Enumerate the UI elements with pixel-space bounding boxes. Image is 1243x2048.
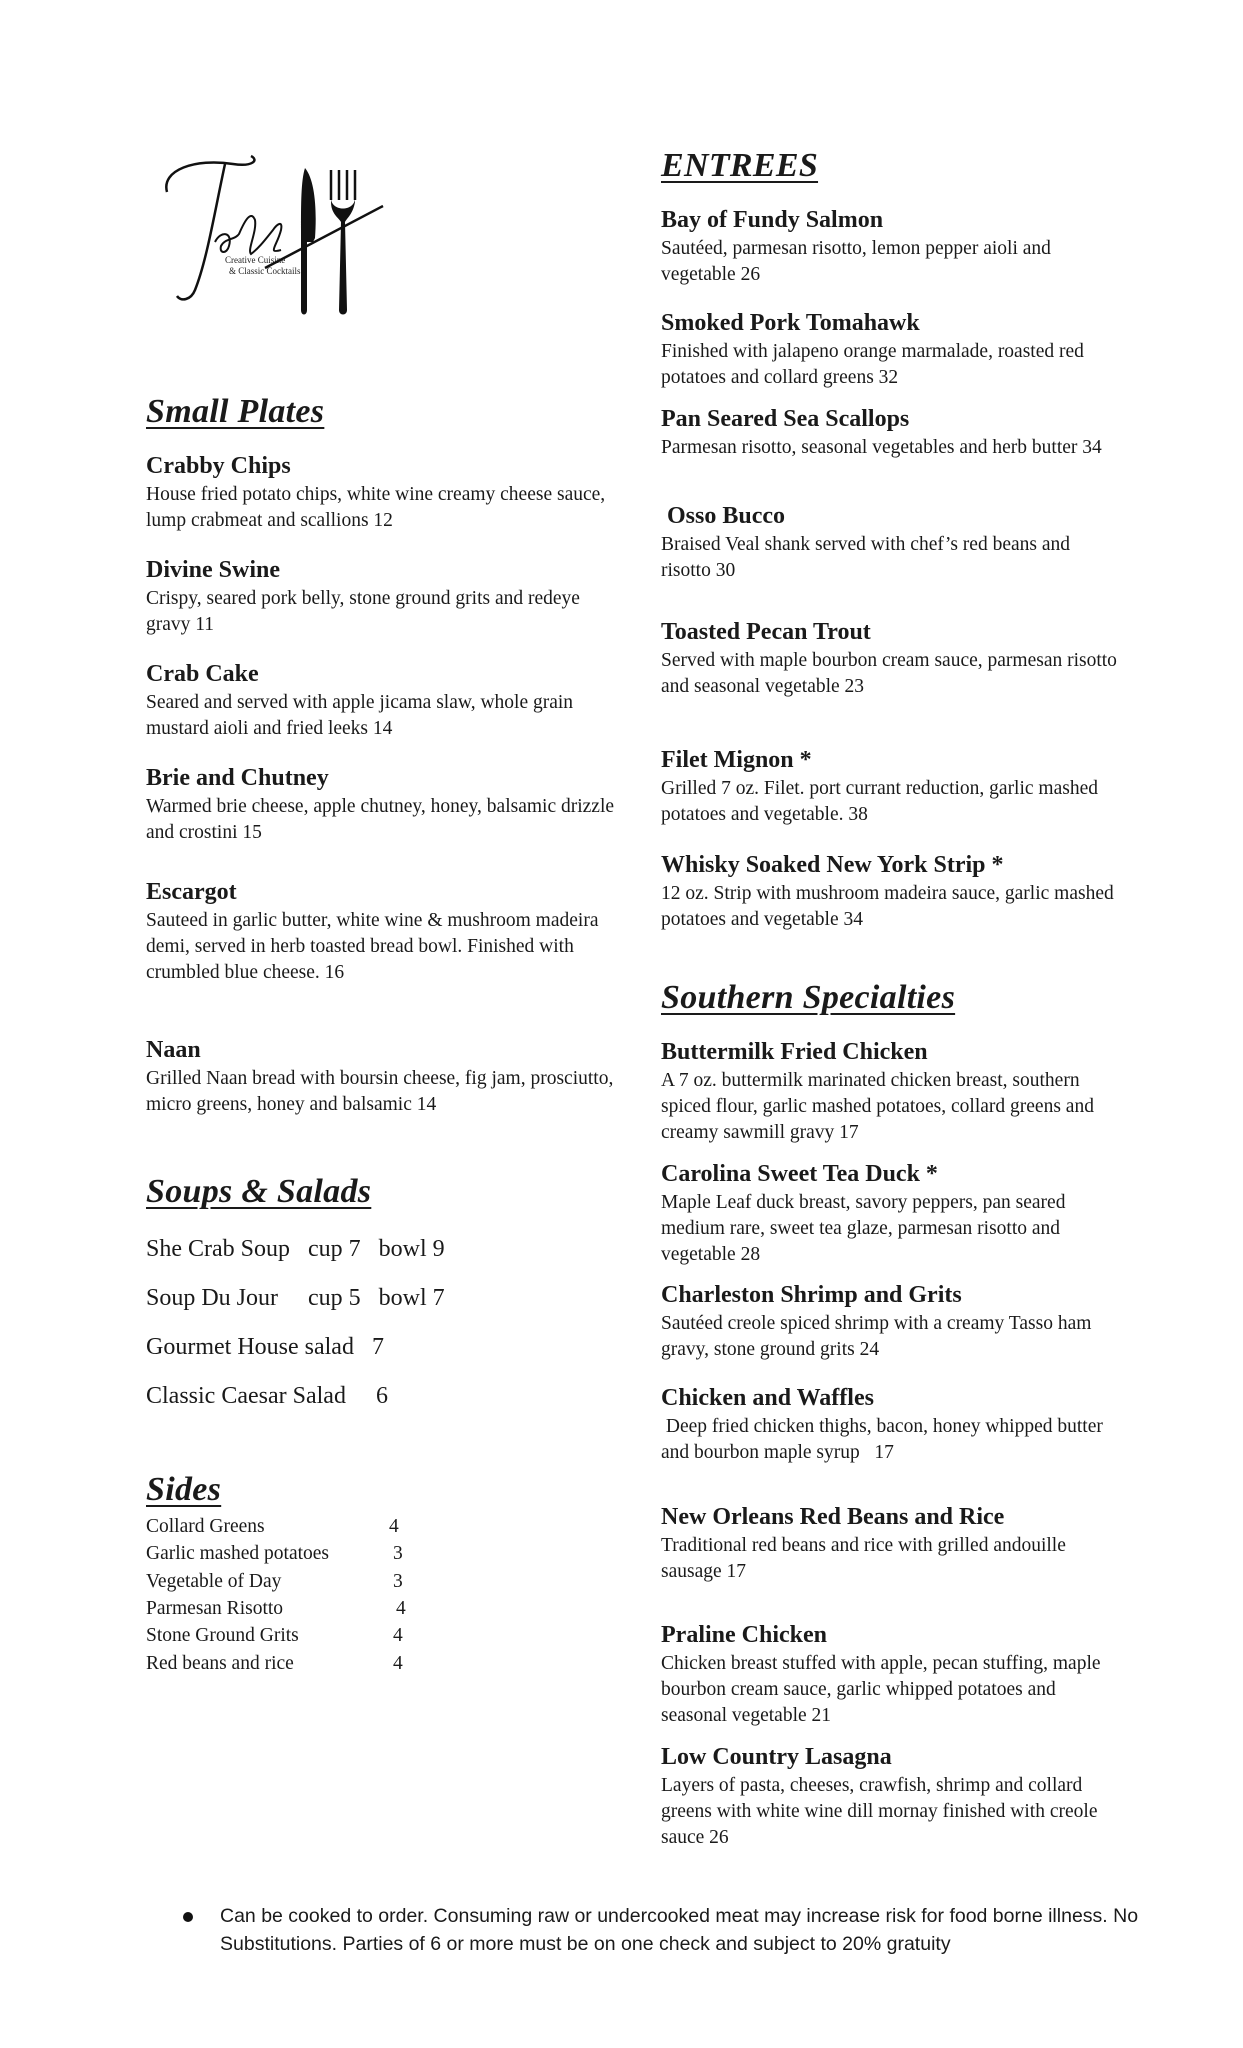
item-description: Seared and served with apple jicama slaw, whole grain mustard aioli and fried leeks 14 xyxy=(146,692,574,739)
southern-item xyxy=(661,1384,1121,1466)
item-name: Chicken and Waffles xyxy=(661,1385,874,1411)
item-description: Grilled 7 oz. Filet. port currant reduction, garlic mashed potatoes and vegetable. 38 xyxy=(661,778,1098,825)
item-name: Praline Chicken xyxy=(661,1622,827,1648)
item-description: Deep fried chicken thighs, bacon, honey whipped butter and bourbon maple syrup 17 xyxy=(661,1416,1108,1463)
footnote-bullet xyxy=(183,1912,193,1922)
footnote: Can be cooked to order. Consuming raw or undercooked meat may increase risk for food borne illness. No Substitutions. Parties of 6 or more must be on one check and subject to 20% gratuity xyxy=(220,1905,1139,1955)
entree-item xyxy=(661,309,1121,391)
item-name: Crab Cake xyxy=(146,661,259,687)
item-name: Divine Swine xyxy=(146,557,281,583)
item-name: Naan xyxy=(146,1037,201,1063)
entrees-title: ENTREES xyxy=(661,147,819,184)
item-description: Parmesan risotto, seasonal vegetables and herb butter 34 xyxy=(661,437,1102,458)
southern-item xyxy=(661,1281,1121,1363)
side-item xyxy=(146,1540,406,1567)
entree-item xyxy=(661,206,1121,288)
entree-item xyxy=(661,746,1121,828)
side-item xyxy=(146,1568,406,1595)
side-item xyxy=(146,1650,406,1677)
soup-salad-item: She Crab Soup cup 7 bowl 9 xyxy=(146,1236,445,1262)
item-description: Warmed brie cheese, apple chutney, honey, balsamic drizzle and crostini 15 xyxy=(146,796,615,843)
item-description: 12 oz. Strip with mushroom madeira sauce, garlic mashed potatoes and vegetable 34 xyxy=(661,883,1114,930)
side-item xyxy=(146,1595,406,1622)
item-description: Grilled Naan bread with boursin cheese, fig jam, prosciutto, micro greens, honey and balsamic 14 xyxy=(146,1068,614,1115)
entree-item xyxy=(661,618,1121,700)
small-plate-item xyxy=(146,1036,616,1118)
side-price: 4 xyxy=(396,1598,406,1619)
side-price: 4 xyxy=(393,1625,403,1646)
item-name: Brie and Chutney xyxy=(146,765,329,791)
restaurant-logo xyxy=(155,150,395,330)
item-description: Maple Leaf duck breast, savory peppers, pan seared medium rare, sweet tea glaze, parmesan risotto and vegetable 28 xyxy=(661,1192,1066,1265)
item-name: Charleston Shrimp and Grits xyxy=(661,1282,962,1308)
item-description: Crispy, seared pork belly, stone ground grits and redeye gravy 11 xyxy=(146,588,580,635)
small-plate-item xyxy=(146,660,616,742)
southern-item xyxy=(661,1503,1121,1585)
small-plates-title: Small Plates xyxy=(146,393,325,430)
southern-item xyxy=(661,1743,1121,1851)
side-price: 4 xyxy=(393,1653,403,1674)
southern-item xyxy=(661,1160,1121,1268)
item-description: Sautéed creole spiced shrimp with a creamy Tasso ham gravy, stone ground grits 24 xyxy=(661,1313,1092,1360)
logo-tagline: Creative Cuisine xyxy=(225,255,286,265)
item-name: Toasted Pecan Trout xyxy=(661,619,871,645)
side-name: Garlic mashed potatoes xyxy=(146,1543,330,1564)
side-name: Stone Ground Grits xyxy=(146,1625,299,1646)
item-description: House fried potato chips, white wine creamy cheese sauce, lump crabmeat and scallions 12 xyxy=(146,484,606,531)
sides-title: Sides xyxy=(146,1471,222,1508)
item-description: Chicken breast stuffed with apple, pecan stuffing, maple bourbon cream sauce, garlic whipped potatoes and seasonal vegetable 21 xyxy=(661,1653,1101,1726)
item-name: Osso Bucco xyxy=(661,503,786,529)
item-name: New Orleans Red Beans and Rice xyxy=(661,1504,1005,1530)
side-name: Red beans and rice xyxy=(146,1653,294,1674)
soup-salad-item: Classic Caesar Salad 6 xyxy=(146,1383,388,1409)
side-name: Vegetable of Day xyxy=(146,1571,282,1592)
item-description: Sauteed in garlic butter, white wine & mushroom madeira demi, served in herb toasted bread bowl. Finished with crumbled blue cheese. 16 xyxy=(146,910,599,983)
soup-salad-item: Gourmet House salad 7 xyxy=(146,1334,384,1360)
side-name: Collard Greens xyxy=(146,1516,265,1537)
item-description: Finished with jalapeno orange marmalade, roasted red potatoes and collard greens 32 xyxy=(661,341,1084,388)
small-plate-item xyxy=(146,452,616,534)
svg-text:& Classic Cocktails: & Classic Cocktails xyxy=(229,266,301,276)
item-name: Buttermilk Fried Chicken xyxy=(661,1039,928,1065)
soups-salads-title: Soups & Salads xyxy=(146,1173,372,1210)
entree-item xyxy=(661,851,1121,933)
small-plate-item xyxy=(146,764,616,846)
side-item xyxy=(146,1622,406,1649)
southern-item xyxy=(661,1038,1121,1146)
item-description: Braised Veal shank served with chef’s red beans and risotto 30 xyxy=(661,534,1071,581)
item-name: Escargot xyxy=(146,879,237,905)
item-description: Layers of pasta, cheeses, crawfish, shrimp and collard greens with white wine dill mornay finished with creole sauce 26 xyxy=(661,1775,1098,1848)
item-description: Served with maple bourbon cream sauce, parmesan risotto and seasonal vegetable 23 xyxy=(661,650,1117,697)
table-14-logo-graphic xyxy=(155,150,395,330)
side-item xyxy=(146,1513,406,1540)
item-name: Pan Seared Sea Scallops xyxy=(661,406,910,432)
small-plate-item xyxy=(146,878,616,986)
southern-specialties-title: Southern Specialties xyxy=(661,979,956,1016)
southern-item xyxy=(661,1621,1121,1729)
small-plate-item xyxy=(146,556,616,638)
item-name: Bay of Fundy Salmon xyxy=(661,207,884,233)
item-name: Filet Mignon * xyxy=(661,747,812,773)
item-name: Carolina Sweet Tea Duck * xyxy=(661,1161,938,1187)
side-price: 4 xyxy=(389,1516,399,1537)
item-name: Low Country Lasagna xyxy=(661,1744,892,1770)
item-description: A 7 oz. buttermilk marinated chicken breast, southern spiced flour, garlic mashed potatoes, collard greens and creamy sawmill gravy 17 xyxy=(661,1070,1094,1143)
entree-item xyxy=(661,502,1121,584)
item-name: Smoked Pork Tomahawk xyxy=(661,310,920,336)
soup-salad-item: Soup Du Jour cup 5 bowl 7 xyxy=(146,1285,445,1311)
side-name: Parmesan Risotto xyxy=(146,1598,284,1619)
entree-item xyxy=(661,405,1121,461)
side-price: 3 xyxy=(393,1571,403,1592)
item-description: Traditional red beans and rice with grilled andouille sausage 17 xyxy=(661,1535,1066,1582)
item-description: Sautéed, parmesan risotto, lemon pepper aioli and vegetable 26 xyxy=(661,238,1051,285)
side-price: 3 xyxy=(393,1543,403,1564)
item-name: Crabby Chips xyxy=(146,453,291,479)
item-name: Whisky Soaked New York Strip * xyxy=(661,852,1004,878)
